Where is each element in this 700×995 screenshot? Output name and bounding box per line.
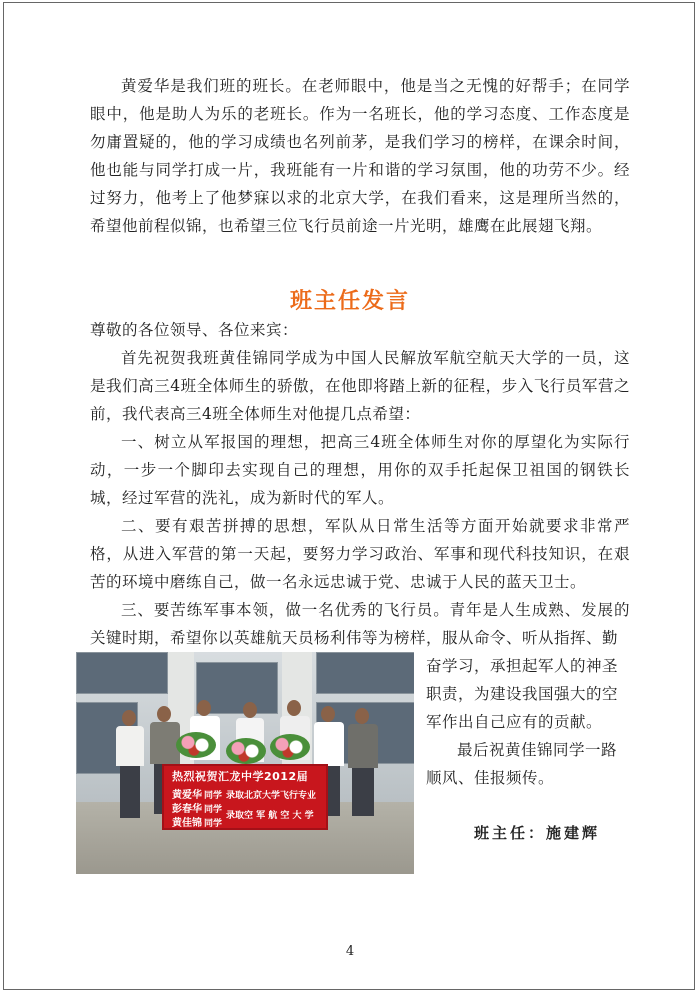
banner-name: 黄爱华 bbox=[172, 790, 202, 801]
speech-paragraph-point-three: 三、要苦练军事本领，做一名优秀的飞行员。青年是人生成熟、发展的关键时期，希望你以英雄航天员杨利伟等为榜样，服从命令、听从指挥、勤 bbox=[90, 601, 630, 647]
speech-closing: 最后祝黄佳锦同学一路顺风、佳报频传。 bbox=[426, 741, 618, 787]
paragraph-class-monitor: 黄爱华是我们班的班长。在老师眼中，他是当之无愧的好帮手；在同学眼中，他是助人为乐的老班长。作为一名班长，他的学习态度、工作态度是勿庸置疑的，他的学习成绩也名列前茅，是我们学习的榜样，在课余时间，他也能与同学打成一片，我班能有一片和谐的学习氛围，他的功劳不少。经过努力，他考上了他梦寐以求的北京大学，在我们看来，这是理所当然的，希望他前程似锦，也希望三位飞行员前途一片光明，雄鹰在此展翅飞翔。 bbox=[90, 77, 630, 235]
congratulation-banner bbox=[162, 764, 328, 830]
speech-paragraph-point-two: 二、要有艰苦拼搏的思想，军队从日常生活等方面开始就要求非常严格，从进入军营的第一天起，要努力学习政治、军事和现代科技知识，在艰苦的环境中磨练自己，做一名永远忠诚于党、忠诚于人民的蓝天卫士。 bbox=[90, 517, 630, 591]
speech-greeting: 尊敬的各位领导、各位来宾： bbox=[90, 321, 299, 339]
photo-bouquet bbox=[226, 738, 266, 764]
banner-name: 彭春华 bbox=[172, 804, 202, 815]
speech-paragraph-point-one: 一、树立从军报国的理想，把高三4班全体师生对你的厚望化为实际行动，一步一个脚印去实现自己的理想，用你的双手托起保卫祖国的钢铁长城，经过军营的洗礼，成为新时代的军人。 bbox=[90, 433, 630, 507]
banner-name: 黄佳锦 bbox=[172, 818, 202, 829]
banner-label: 同学 bbox=[204, 819, 223, 829]
speech-paragraph-intro: 首先祝贺我班黄佳锦同学成为中国人民解放军航空航天大学的一员，这是我们高三4班全体师生的骄傲，在他即将踏上新的征程，步入飞行员军营之前，我代表高三4班全体师生对他提几点希望： bbox=[90, 349, 630, 423]
speech-paragraph-point-three-continued: 奋学习，承担起军人的神圣职责，为建设我国强大的空军作出自己应有的贡献。 bbox=[426, 657, 619, 731]
banner-admission: 录取北京大学飞行专业 bbox=[226, 791, 317, 801]
signature: 班主任：施建辉 bbox=[474, 824, 601, 842]
page-number: 4 bbox=[345, 944, 355, 959]
photo-window bbox=[316, 652, 414, 694]
group-photo bbox=[76, 652, 414, 874]
banner-label: 同学 bbox=[204, 805, 223, 815]
banner-label: 同学 bbox=[204, 791, 223, 801]
photo-bouquet bbox=[270, 734, 310, 760]
photo-bouquet bbox=[176, 732, 216, 758]
photo-window bbox=[76, 652, 168, 694]
section-heading: 班主任发言 bbox=[289, 289, 410, 314]
banner-title: 热烈祝贺汇龙中学2012届 bbox=[172, 770, 309, 783]
banner-admission: 录取空 军 航 空 大 学 bbox=[226, 811, 314, 821]
